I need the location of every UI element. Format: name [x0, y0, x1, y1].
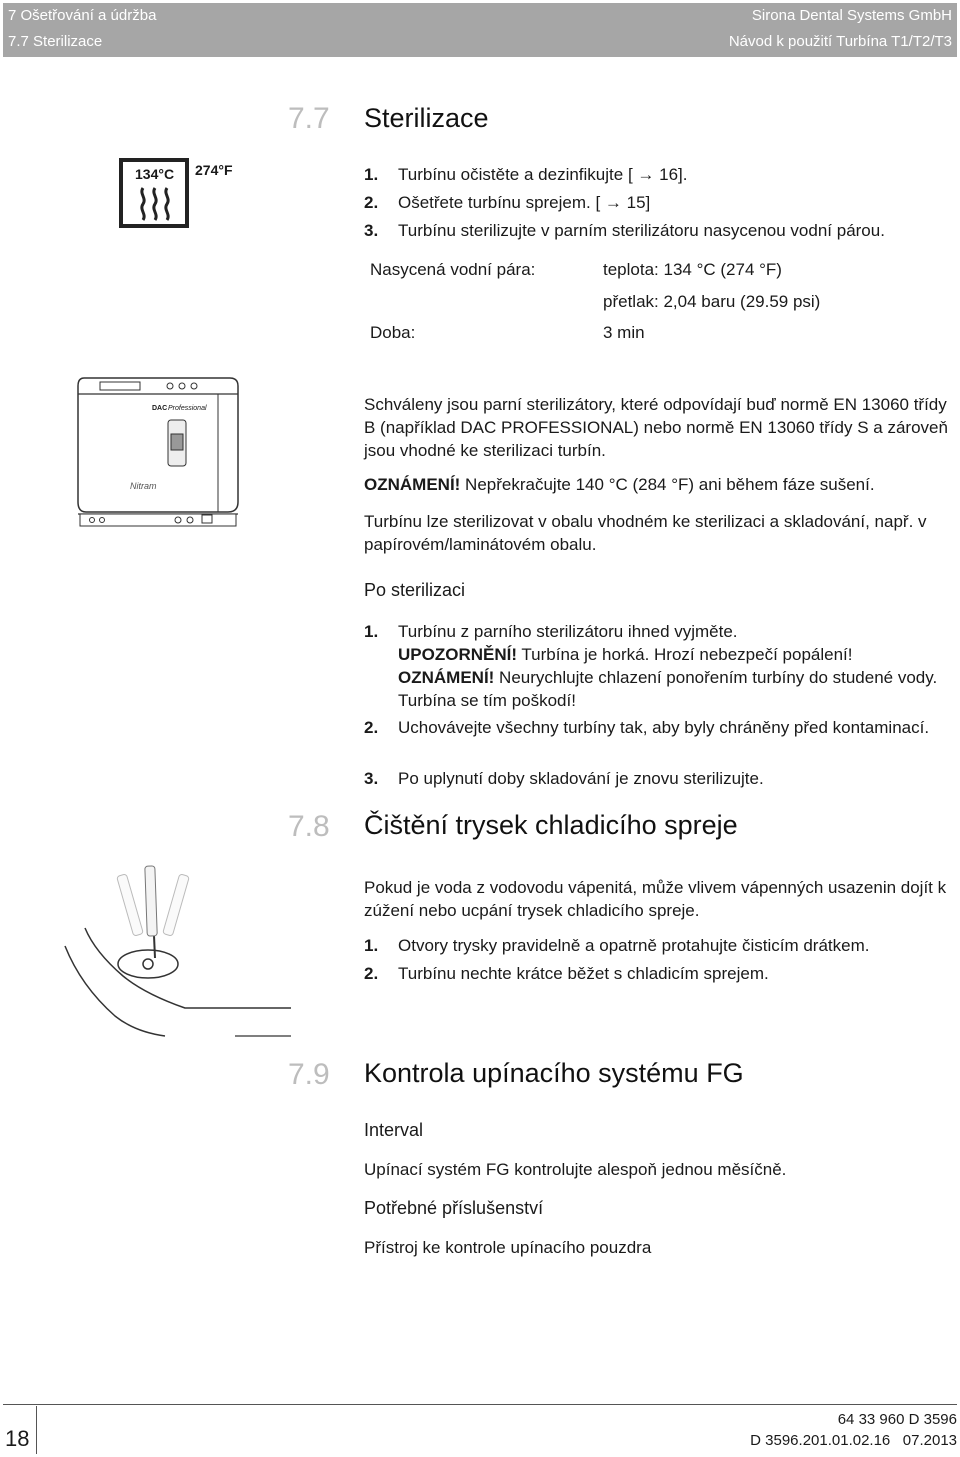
approved-paragraph: Schváleny jsou parní sterilizátory, které odpovídají buď normě EN 13060 třídy B (například DAC PROFESSIONAL) nebo normě EN 13060 třídy S a zároveň jsou vhodné ke sterilizaci turbín.	[364, 395, 948, 460]
interval-paragraph: Upínací systém FG kontrolujte alespoň jednou měsíčně.	[364, 1160, 787, 1179]
footer-divider	[3, 1404, 957, 1405]
sterilizer-image	[70, 372, 250, 532]
temperature-value: teplota: 134 °C (274 °F)	[603, 260, 782, 279]
duration-value: 3 min	[603, 323, 645, 342]
section-number: 7.7	[288, 102, 330, 135]
steam-icon	[137, 186, 173, 222]
symbol-temp-f: 274°F	[195, 162, 233, 178]
list-item: 1. Turbínu z parního sterilizátoru ihned vyjměte. UPOZORNĚNÍ! Turbína je horká. Hrozí nebezpečí popálení! OZNÁMENÍ! Neurychlujte chlazení ponořením turbíny do studené vody. Turbína se tím poškodí!	[364, 622, 938, 710]
footer-code: 64 33 960 D 3596	[837, 1411, 957, 1428]
section-title: Sterilizace	[364, 103, 489, 133]
list-item: 2. Turbínu nechte krátce běžet s chladicím sprejem.	[364, 964, 769, 983]
section-number: 7.9	[288, 1058, 330, 1091]
pressure-value: přetlak: 2,04 baru (29.59 psi)	[603, 292, 821, 311]
interval-title: Interval	[364, 1120, 424, 1140]
packaging-paragraph: Turbínu lze sterilizovat v obalu vhodném ke sterilizaci a skladování, např. v papírovém/laminátovém obalu.	[364, 512, 927, 554]
section-title: Kontrola upínacího systému FG	[364, 1058, 744, 1088]
intro-paragraph: Pokud je voda z vodovodu vápenitá, může vlivem vápenných usazenin dojít k zúžení nebo ucpání trysek chladicího spreje.	[364, 878, 947, 920]
list-item: 1. Turbínu očistěte a dezinfikujte [ → 16].	[364, 165, 688, 184]
page-header	[3, 3, 957, 57]
list-item: 1. Otvory trysky pravidelně a opatrně protahujte čisticím drátkem.	[364, 936, 870, 955]
list-item: 3. Po uplynutí doby skladování je znovu sterilizujte.	[364, 769, 764, 788]
device-model: Professional	[168, 405, 207, 412]
list-item: 3. Turbínu sterilizujte v parním sterilizátoru nasycenou vodní párou.	[364, 221, 885, 240]
duration-label: Doba:	[370, 323, 416, 342]
page-number: 18	[5, 1426, 30, 1451]
header-section: 7.7 Sterilizace	[8, 33, 103, 50]
footer-doc-id: D 3596.201.01.02.16 07.2013	[750, 1432, 957, 1449]
svg-text:Nitram: Nitram	[130, 481, 157, 491]
symbol-temp-c: 134°C	[135, 166, 175, 182]
after-sterilization-title: Po sterilizaci	[364, 580, 466, 600]
header-company: Sirona Dental Systems GmbH	[751, 7, 952, 24]
header-manual: Návod k použití Turbína T1/T2/T3	[728, 33, 952, 50]
device-brand: DAC	[152, 405, 168, 412]
accessories-paragraph: Přístroj ke kontrole upínacího pouzdra	[364, 1238, 652, 1257]
list-item: 2. Ošetřete turbínu sprejem. [ → 15]	[364, 193, 651, 212]
steam-label: Nasycená vodní pára:	[370, 260, 536, 279]
notice-paragraph: OZNÁMENÍ! Nepřekračujte 140 °C (284 °F) ani během fáze sušení.	[364, 475, 875, 494]
spray-nozzle-cleaning-image	[55, 860, 295, 1038]
footer-divider-vertical	[36, 1406, 37, 1454]
section-title: Čištění trysek chladicího spreje	[364, 810, 738, 840]
header-chapter: 7 Ošetřování a údržba	[8, 7, 157, 24]
section-number: 7.8	[288, 810, 330, 843]
sterilization-symbol	[119, 158, 189, 228]
list-item: 2. Uchovávejte všechny turbíny tak, aby byly chráněny před kontaminací.	[364, 718, 930, 737]
accessories-title: Potřebné příslušenství	[364, 1198, 544, 1218]
